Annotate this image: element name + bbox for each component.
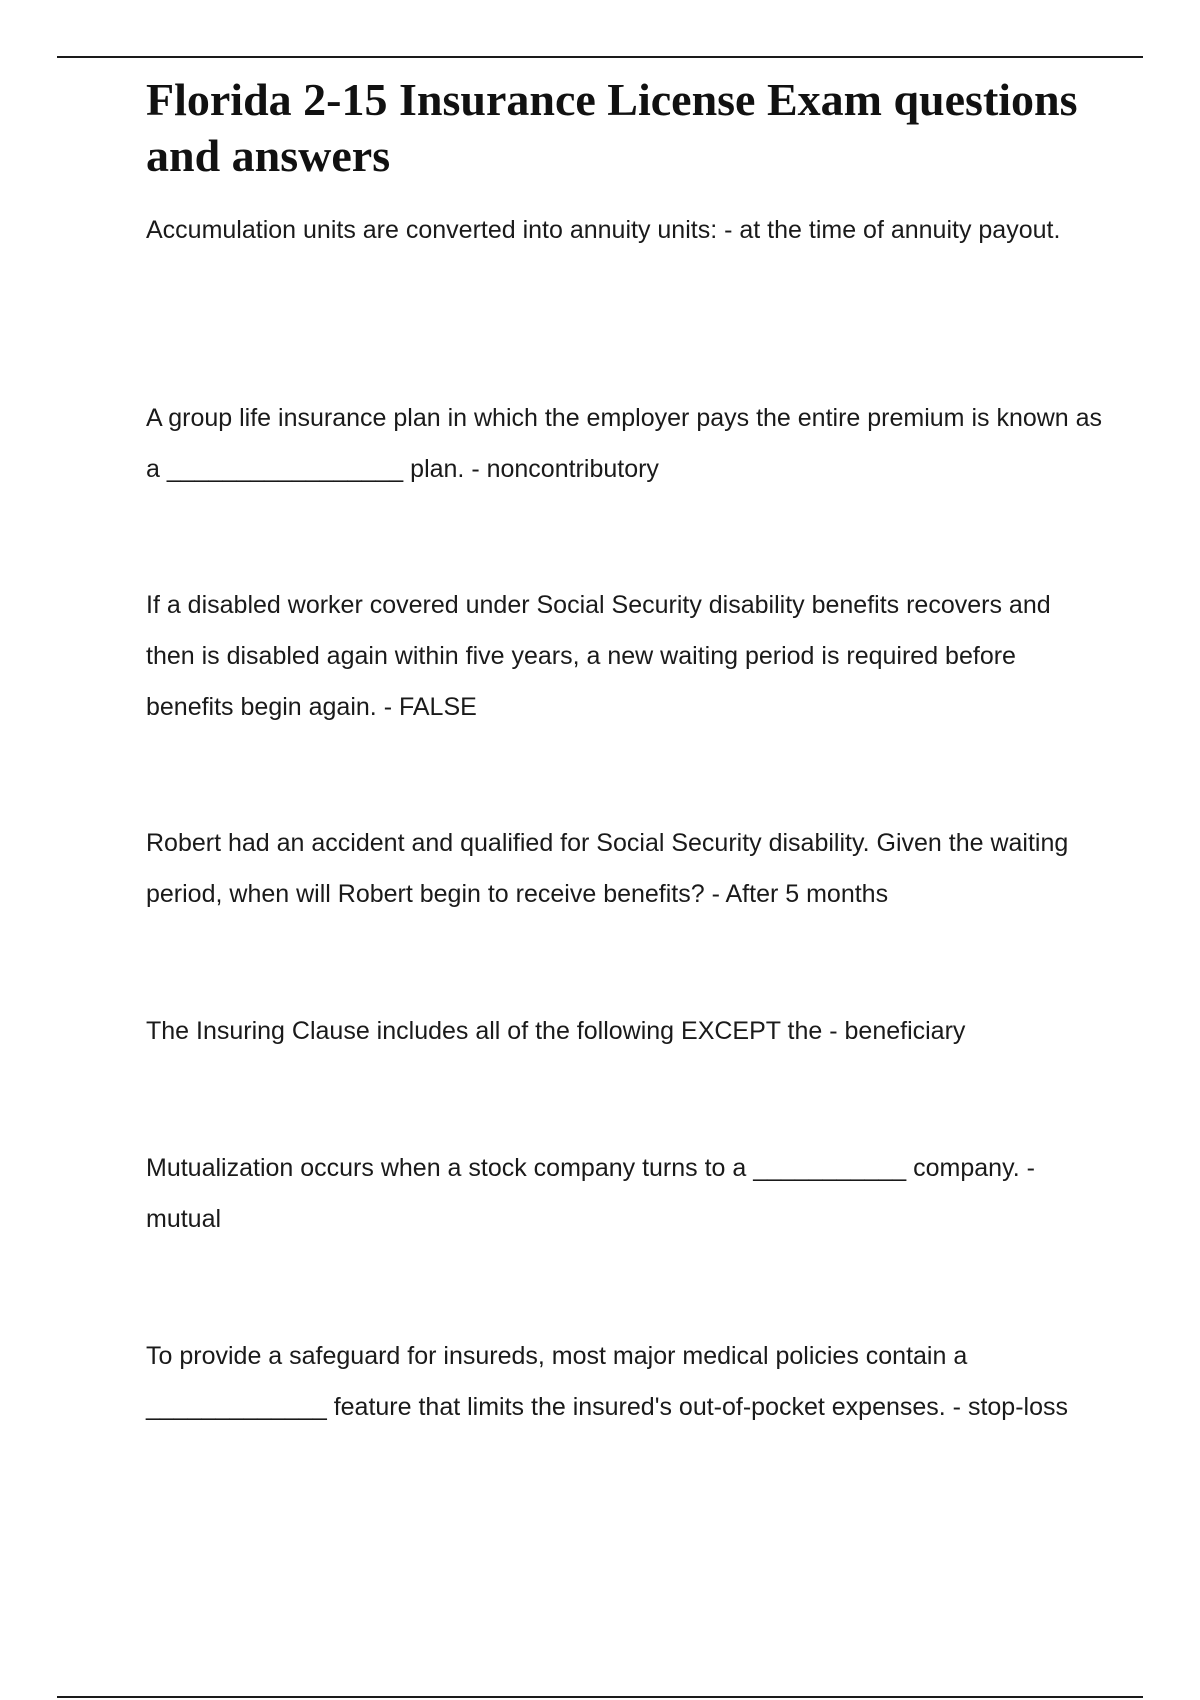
answer-text: beneficiary — [844, 1017, 966, 1045]
question-text: To provide a safeguard for insureds, most major medical policies contain a _____________ feature that limits the insured's out-of-pocket expenses. — [146, 1342, 968, 1421]
qa-item: Mutualization occurs when a stock company turns to a ___________ company. - mutual — [146, 1154, 1035, 1233]
question-text: The Insuring Clause includes all of the following EXCEPT the — [146, 1017, 823, 1045]
answer-text: noncontributory — [486, 455, 659, 483]
answer-text: at the time of annuity payout. — [739, 216, 1061, 244]
answer-text: stop-loss — [967, 1393, 1068, 1421]
question-text: Mutualization occurs when a stock company turns to a ___________ company. — [146, 1154, 1020, 1182]
question-text: Robert had an accident and qualified for Social Security disability. Given the waiting period, when will Robert begin to receive benefits? — [146, 829, 1069, 908]
qa-item: Accumulation units are converted into annuity units: - at the time of annuity payout. — [146, 216, 1061, 244]
question-text: Accumulation units are converted into annuity units: — [146, 216, 718, 244]
top-rule — [57, 56, 1143, 58]
qa-item: To provide a safeguard for insureds, most major medical policies contain a _____________ feature that limits the insured's out-of-pocket expenses. - stop-loss — [146, 1342, 1068, 1421]
qa-item: The Insuring Clause includes all of the following EXCEPT the - beneficiary — [146, 1017, 966, 1045]
bottom-rule — [57, 1696, 1143, 1698]
answer-text: mutual — [146, 1205, 222, 1233]
page-title: Florida 2-15 Insurance License Exam questions and answers — [146, 74, 1078, 181]
question-text: A group life insurance plan in which the employer pays the entire premium is known as a _________________ plan. — [146, 404, 1103, 483]
answer-text: FALSE — [398, 693, 477, 721]
question-text: If a disabled worker covered under Social Security disability benefits recovers and then is disabled again within five years, a new waiting period is required before benefits begin again. — [146, 591, 1051, 721]
qa-item: A group life insurance plan in which the employer pays the entire premium is known as a _________________ plan. - noncontributory — [146, 404, 1103, 483]
qa-item: If a disabled worker covered under Social Security disability benefits recovers and then is disabled again within five years, a new waiting period is required before benefits begin again. - FALSE — [146, 591, 1051, 721]
qa-item: Robert had an accident and qualified for Social Security disability. Given the waiting period, when will Robert begin to receive benefits? - After 5 months — [146, 829, 1069, 908]
answer-text: After 5 months — [725, 880, 889, 908]
